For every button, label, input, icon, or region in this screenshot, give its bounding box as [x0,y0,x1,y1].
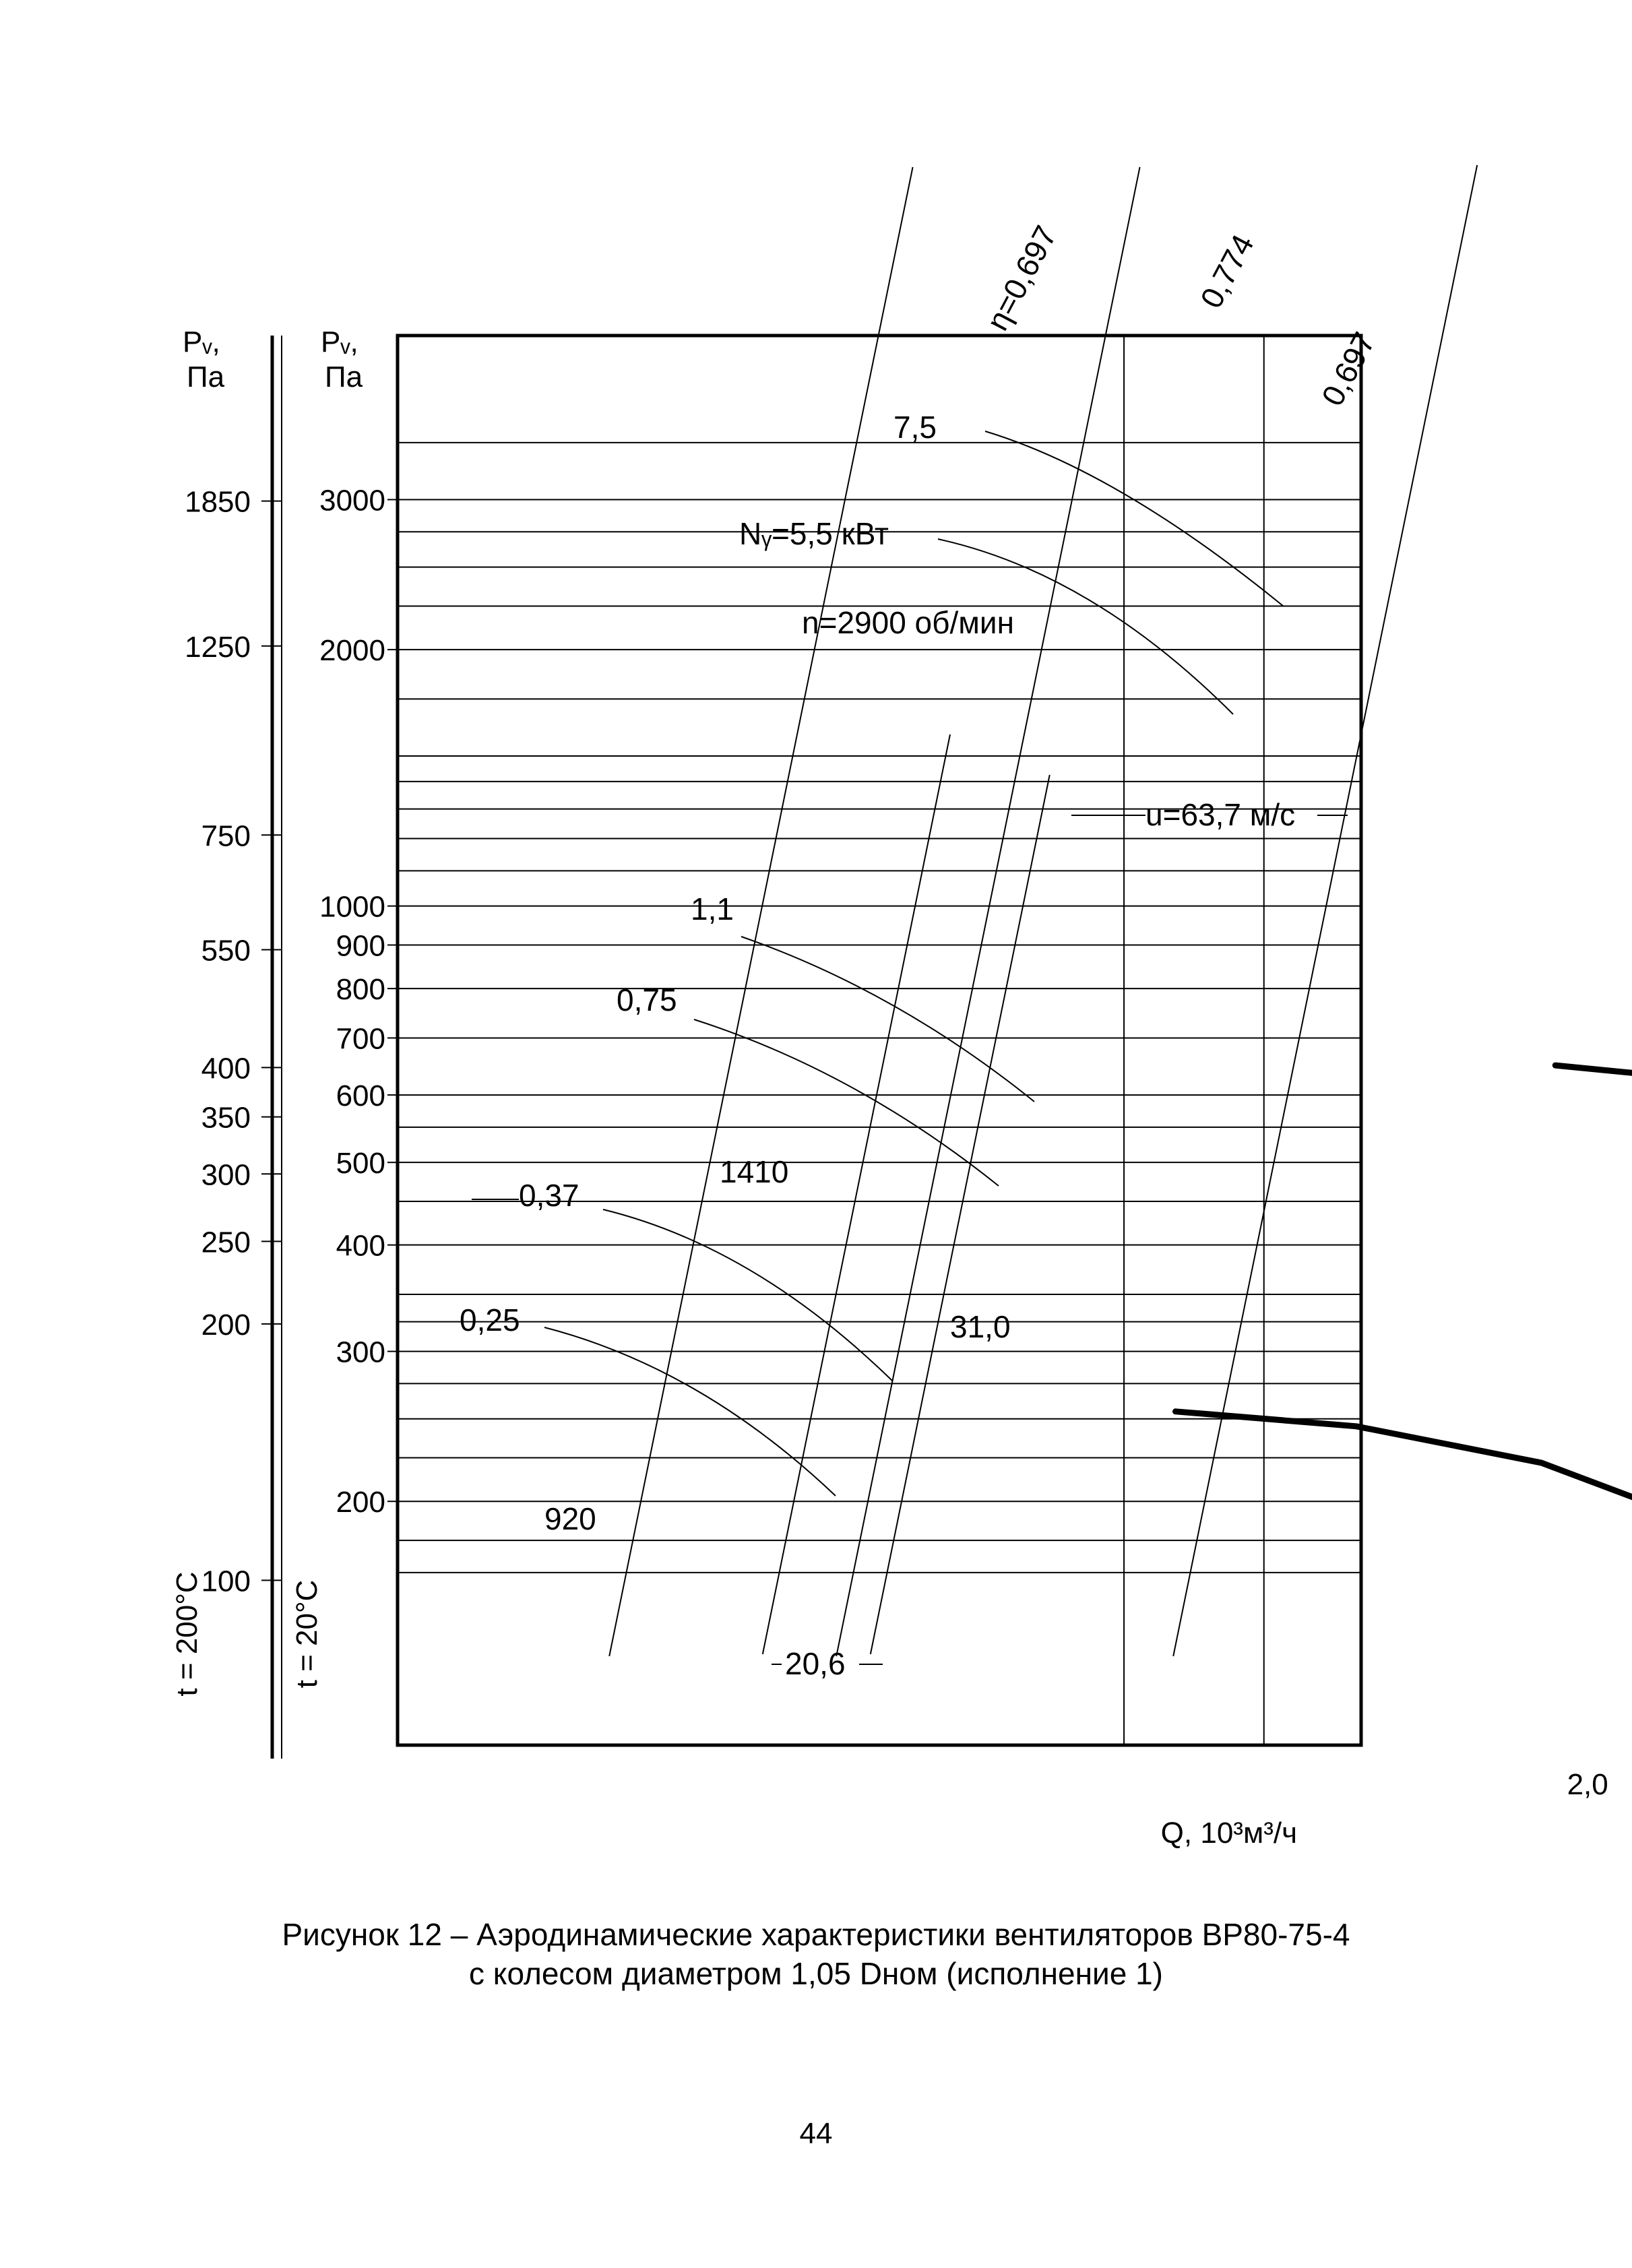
y-tick-label-20c: 400 [336,1229,385,1263]
temp-label-200c: t = 200°C [170,1571,203,1697]
ylabel-right-line2: Па [324,360,363,393]
page-number: 44 [799,2117,833,2150]
y-tick-label-20c: 1000 [319,890,385,924]
efficiency-label: η=0,697 [979,220,1064,336]
y-tick-label-200c: 250 [201,1226,251,1259]
power-label: 0,25 [460,1302,520,1337]
chart-labels [170,220,1632,1850]
efficiency-line-aux-2 [871,775,1050,1654]
curve-label-n2900: n=2900 об/мин [802,605,1014,640]
efficiency-line-aux-1 [763,734,950,1654]
ylabel-right-20c [321,325,367,393]
ylabel-left-200c [183,325,228,393]
x-axis-label: Q, 10³м³/ч [1160,1817,1297,1850]
y-tick-label-20c: 200 [336,1486,385,1519]
power-label: 7,5 [893,410,937,445]
y-tick-label-200c: 1250 [185,630,251,664]
y-tick-label-20c: 500 [336,1147,385,1180]
y-tick-label-20c: 900 [336,929,385,963]
temp-label-20c: t = 20°C [290,1579,323,1689]
y-tick-label-200c: 1850 [185,485,251,519]
curve-label-u920: 20,6 [785,1646,846,1681]
y-tick-label-20c: 600 [336,1079,385,1113]
y-tick-label-200c: 750 [201,819,251,853]
power-label: Nᵧ=5,5 кВт [739,516,889,551]
y-tick-label-200c: 400 [201,1052,251,1085]
y-tick-label-200c: 100 [201,1565,251,1598]
power-label: 0,75 [617,982,677,1017]
fan-curve [1555,1065,1632,1273]
ylabel-right-line1: Pᵥ, [321,325,358,358]
fan-curve [1176,1412,1632,1584]
caption-line-2: с колесом диаметром 1,05 Dном (исполнение 1) [469,1956,1163,1991]
efficiency-label: 0,774 [1193,228,1261,314]
curve-label-u1410: 31,0 [950,1309,1011,1344]
curve-label-n1410: 1410 [720,1154,789,1189]
power-label: 1,1 [691,891,734,926]
y-tick-label-20c: 3000 [319,484,385,517]
y-tick-label-20c: 300 [336,1335,385,1369]
power-label: 0,37 [519,1178,579,1213]
power-curve [544,1327,836,1496]
caption-line-1: Рисунок 12 – Аэродинамические характеристики вентиляторов ВР80-75-4 [282,1917,1350,1952]
y-tick-label-200c: 350 [201,1101,251,1135]
power-curve [985,431,1284,606]
y-tick-label-20c: 700 [336,1022,385,1056]
y-tick-label-200c: 300 [201,1158,251,1192]
efficiency-line-middle [836,167,1139,1656]
curve-label-n920: 920 [544,1501,596,1536]
y-tick-label-20c: 800 [336,973,385,1007]
chart-lines [472,165,1632,1664]
ylabel-left-line1: Pᵥ, [183,325,220,358]
y-tick-label-200c: 200 [201,1308,251,1342]
ylabel-left-line2: Па [186,360,225,393]
y-tick-label-200c: 550 [201,934,251,968]
power-curve [741,937,1034,1102]
efficiency-label: 0,697 [1314,326,1382,412]
figure-caption [0,1915,1632,1993]
curve-label-u2900: u=63,7 м/с [1145,797,1296,832]
power-curve [603,1209,893,1381]
x-tick-label: 2,0 [1567,1768,1608,1801]
y-tick-label-20c: 2000 [319,634,385,668]
